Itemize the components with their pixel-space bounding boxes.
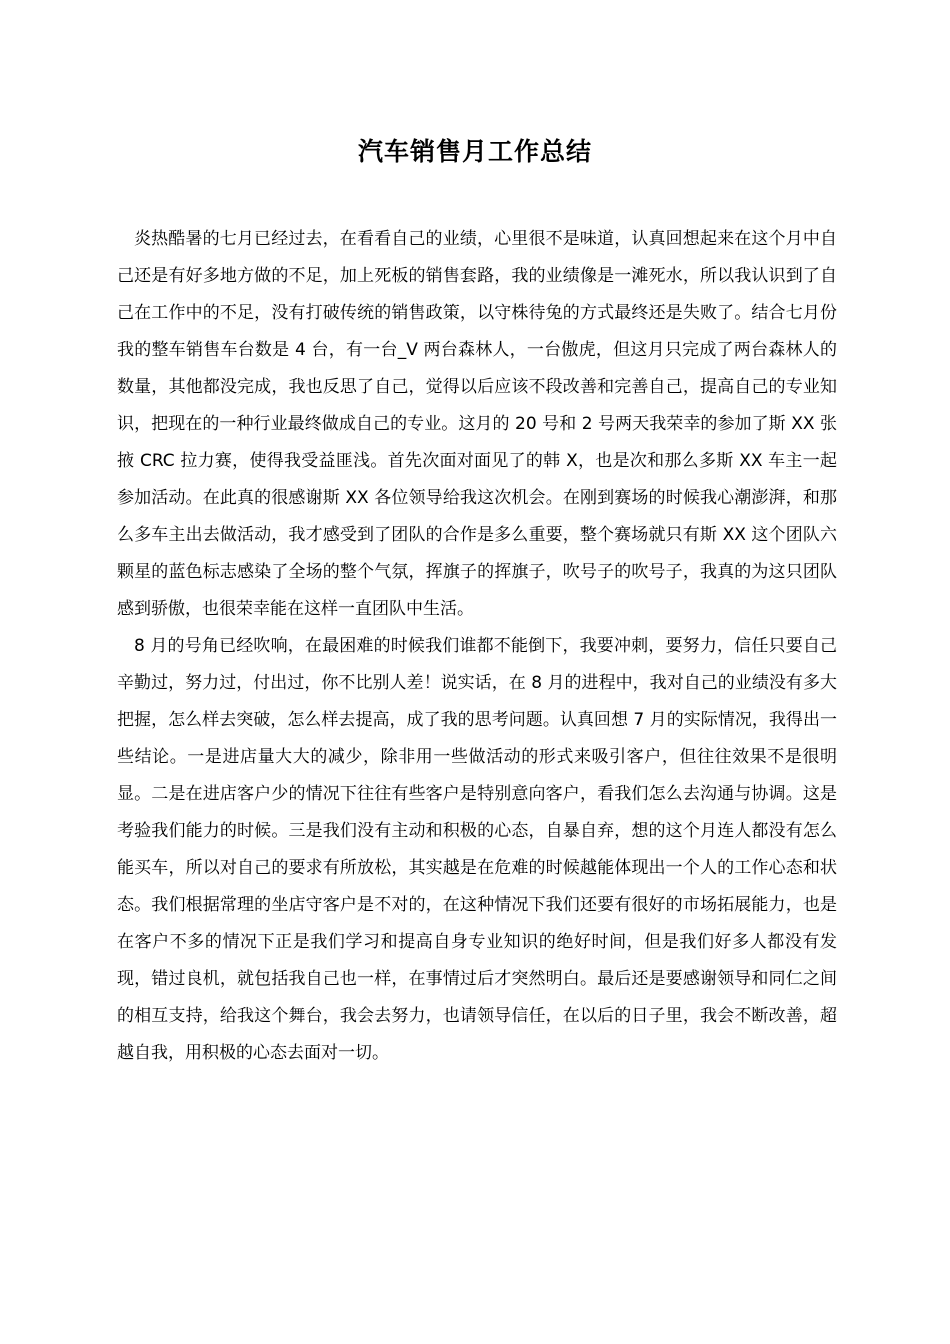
document-title: 汽车销售月工作总结 (357, 137, 592, 166)
paragraph-august-plan: 8 月的号角已经吹响，在最困难的时候我们谁都不能倒下，我要冲刺，要努力，信任只要自己辛勤过，努力过，付出过，你不比别人差！说实话，在 8 月的进程中，我对自己的业绩没有多大把握，怎么样去突破，怎么样去提高，成了我的思考问题。认真回想 7 月的实际情况，我得出一些结论。一是进店量大大的减少，除非用一些做活动的形式来吸引客户，但往往效果不是很明显。二是在进店客户少的情况下往往有些客户是特别意向客户，看我们怎么去沟通与协调。这是考验我们能力的时候。三是我们没有主动和积极的心态，自暴自弃，想的这个月连人都没有怎么能买车，所以对自己的要求有所放松，其实越是在危难的时候越能体现出一个人的工作心态和状态。我们根据常理的坐店守客户是不对的，在这种情况下我们还要有很好的市场拓展能力，也是在客户不多的情况下正是我们学习和提高自身专业知识的绝好时间，但是我们好多人都没有发现，错过良机，就包括我自己也一样，在事情过后才突然明白。最后还是要感谢领导和同仁之间的相互支持，给我这个舞台，我会去努力，也请领导信任，在以后的日子里，我会不断改善，超越自我，用积极的心态去面对一切。 (117, 636, 837, 1063)
document-body (117, 221, 837, 1072)
paragraph-july-summary: 炎热酷暑的七月已经过去，在看看自己的业绩，心里很不是味道，认真回想起来在这个月中自己还是有好多地方做的不足，加上死板的销售套路，我的业绩像是一滩死水，所以我认识到了自己在工作中的不足，没有打破传统的销售政策，以守株待兔的方式最终还是失败了。结合七月份我的整车销售车台数是 4 台，有一台_V 两台森林人，一台傲虎，但这月只完成了两台森林人的数量，其他都没完成，我也反思了自己，觉得以后应该不段改善和完善自己，提高自己的专业知识，把现在的一种行业最终做成自己的专业。这月的 20 号和 2 号两天我荣幸的参加了斯 XX 张掖 CRC 拉力赛，使得我受益匪浅。首先次面对面见了的韩 X，也是次和那么多斯 XX 车主一起参加活动。在此真的很感谢斯 XX 各位领导给我这次机会。在刚到赛场的时候我心潮澎湃，和那么多车主出去做活动，我才感受到了团队的合作是多么重要，整个赛场就只有斯 XX 这个团队六颗星的蓝色标志感染了全场的整个气氛，挥旗子的挥旗子，吹号子的吹号子，我真的为这只团队感到骄傲，也很荣幸能在这样一直团队中生活。 (117, 229, 837, 619)
